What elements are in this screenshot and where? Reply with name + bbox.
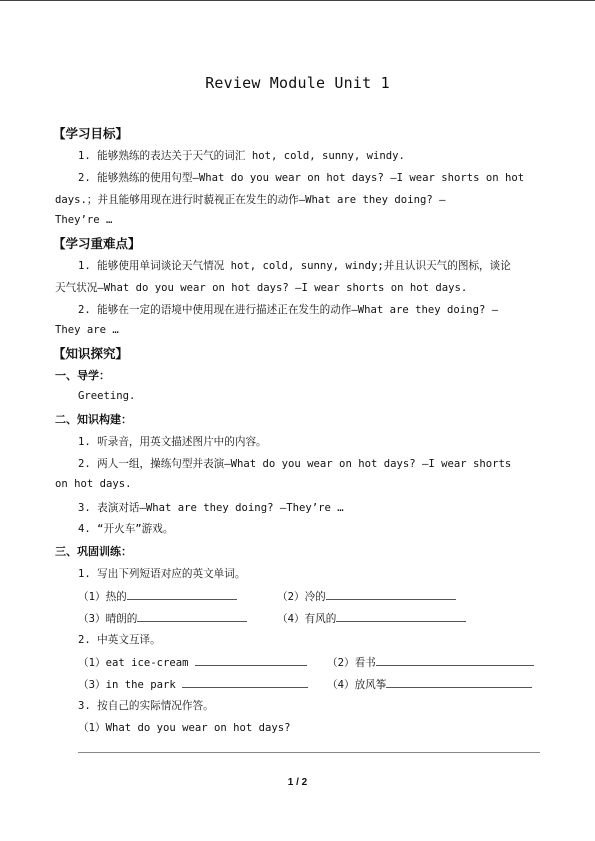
- exercise-3-title: 3. 按自己的实际情况作答。: [78, 700, 214, 712]
- build-item-2a: 2. 两人一组，操练句型并表演—What do you wear on hot days? —I wear shorts: [78, 458, 512, 470]
- goals-line-4: They’re …: [55, 214, 113, 226]
- exercise-2-item-4-label: （4）放风筝: [327, 679, 387, 691]
- goals-line-3: days.；并且能够用现在进行时藐视正在发生的动作—What are they doing? —: [55, 194, 446, 206]
- section-1-heading: 一、导学：: [55, 369, 110, 382]
- answer-line[interactable]: [78, 752, 540, 753]
- exercise-1-title: 1. 写出下列短语对应的英文单词。: [78, 568, 246, 580]
- exercise-1-item-2-label: （2）冷的: [277, 591, 326, 603]
- section-3-heading: 三、巩固训练：: [55, 545, 132, 558]
- section-2-heading: 二、知识构建：: [55, 413, 132, 426]
- key-points-line-1: 1. 能够使用单词谈论天气情况 hot, cold, sunny, windy;并且认识天气的图标，谈论: [78, 260, 511, 272]
- exercise-3-question-1: （1）What do you wear on hot days?: [78, 722, 291, 734]
- page-number: 1 / 2: [287, 777, 308, 788]
- build-item-3: 3. 表演对话—What are they doing? —They’re …: [78, 502, 344, 514]
- answer-blank[interactable]: [182, 676, 308, 688]
- exercise-1-item-2: [277, 588, 456, 604]
- answer-blank[interactable]: [386, 676, 532, 688]
- build-item-2b: on hot days.: [55, 478, 132, 490]
- goals-line-1: 1. 能够熟练的表达关于天气的词汇 hot, cold, sunny, windy.: [78, 150, 405, 162]
- explore-heading: 【知识探究】: [53, 346, 129, 361]
- answer-blank[interactable]: [326, 588, 456, 600]
- exercise-2-item-1: [78, 654, 307, 670]
- exercise-2-item-4: [327, 676, 532, 692]
- greeting-text: Greeting.: [78, 390, 136, 402]
- exercise-1-item-1: [78, 588, 237, 604]
- answer-blank[interactable]: [137, 610, 247, 622]
- key-points-heading: 【学习重难点】: [53, 236, 141, 251]
- header-rule: [0, 0, 595, 1]
- exercise-2-title: 2. 中英文互译。: [78, 634, 161, 646]
- key-points-line-2: 天气状况—What do you wear on hot days? —I wear shorts on hot days.: [55, 282, 468, 294]
- answer-blank[interactable]: [195, 654, 307, 666]
- answer-blank[interactable]: [127, 588, 237, 600]
- exercise-2-item-3: [78, 676, 308, 692]
- exercise-1-item-3-label: （3）晴朗的: [78, 613, 138, 625]
- exercise-1-item-4: [277, 610, 466, 626]
- exercise-2-item-2-label: （2）看书: [327, 657, 376, 669]
- exercise-1-item-1-label: （1）热的: [78, 591, 127, 603]
- goals-heading: 【学习目标】: [53, 126, 129, 141]
- document-title: Review Module Unit 1: [205, 74, 390, 92]
- exercise-1-item-4-label: （4）有风的: [277, 613, 337, 625]
- exercise-2-item-1-label: （1）eat ice-cream: [78, 657, 189, 669]
- goals-line-2: 2. 能够熟练的使用句型—What do you wear on hot days? —I wear shorts on hot: [78, 172, 525, 184]
- build-item-4: 4. “开火车”游戏。: [78, 523, 174, 535]
- exercise-2-item-3-label: （3）in the park: [78, 679, 176, 691]
- answer-blank[interactable]: [336, 610, 466, 622]
- exercise-1-item-3: [78, 610, 247, 626]
- answer-blank[interactable]: [376, 654, 534, 666]
- build-item-1: 1. 听录音，用英文描述图片中的内容。: [78, 436, 267, 448]
- exercise-2-item-2: [327, 654, 534, 670]
- key-points-line-3: 2. 能够在一定的语境中使用现在进行描述正在发生的动作—What are they doing? —: [78, 304, 499, 316]
- key-points-line-4: They are …: [55, 324, 119, 336]
